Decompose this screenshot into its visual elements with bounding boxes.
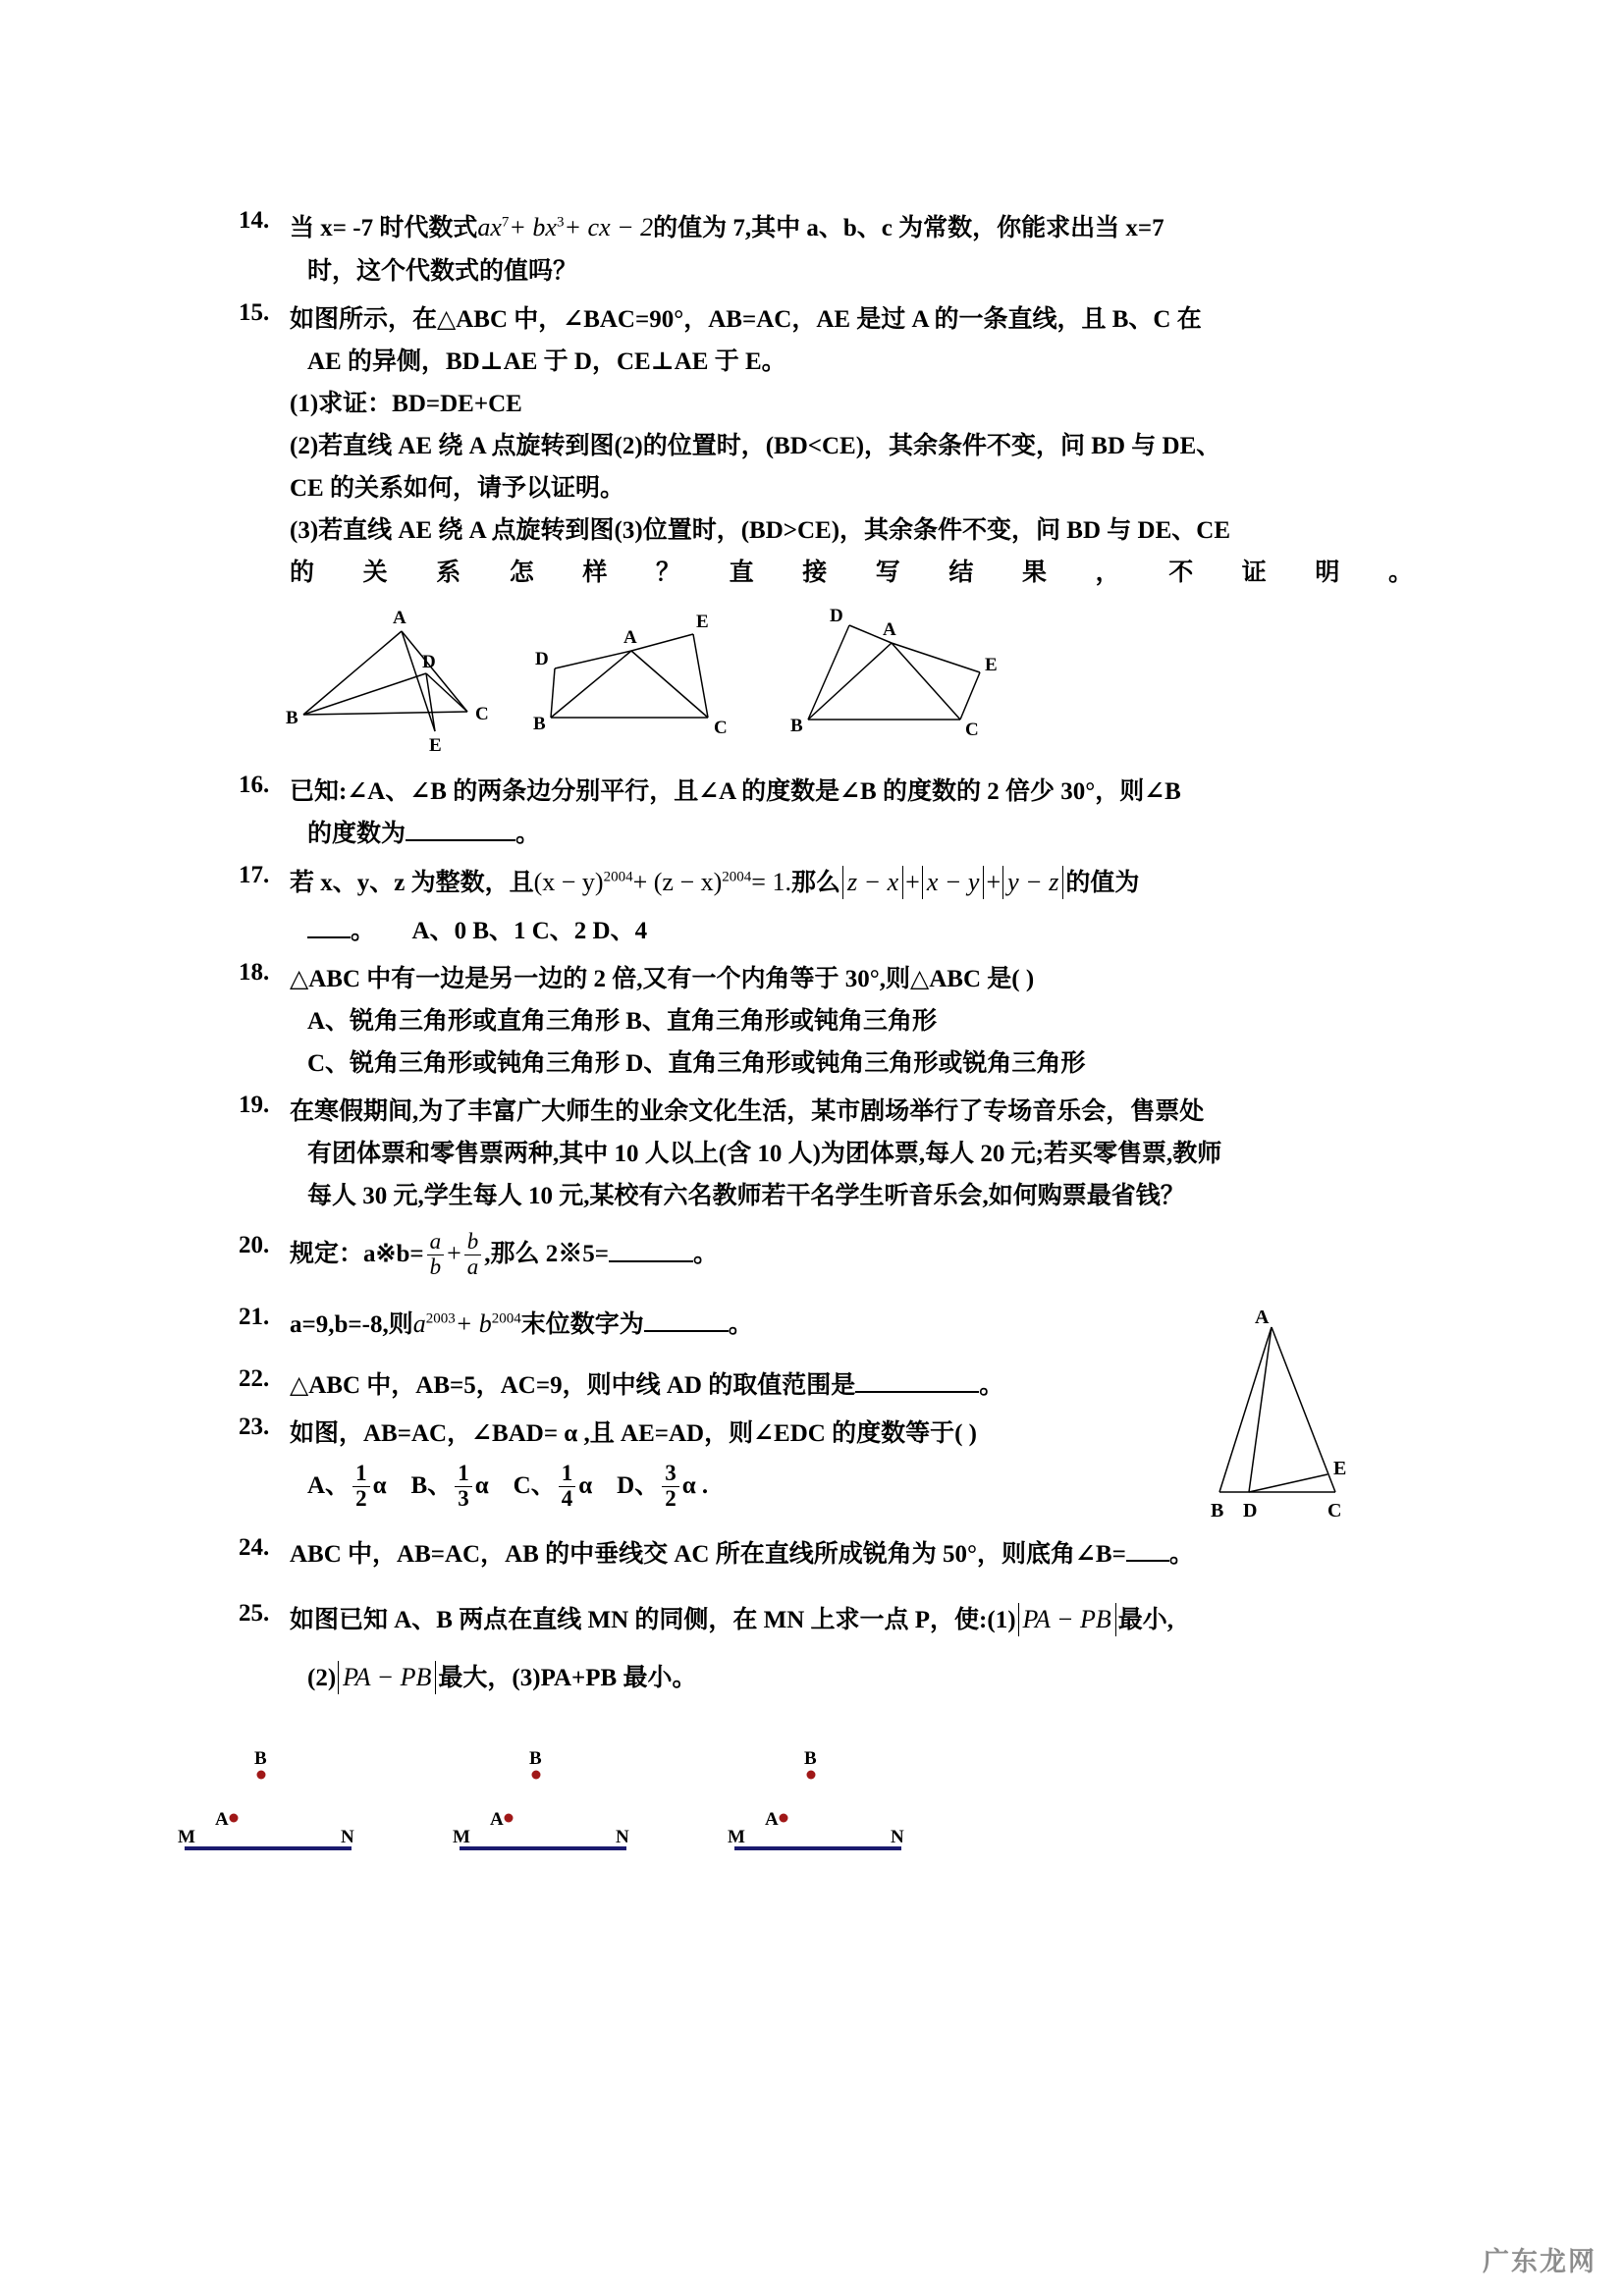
q20-frac1-den: b xyxy=(427,1255,445,1280)
figure-group-q25 xyxy=(178,1742,1417,1880)
fig25-3-label-B: B xyxy=(804,1748,817,1770)
question-number: 15. xyxy=(239,298,270,326)
question-14-line-2: 时，这个代数式的值吗？ xyxy=(307,257,578,285)
q17-post: 的值为 xyxy=(1065,869,1140,896)
question-15-line-7: 的关系怎样？直接写结果，不证明。 xyxy=(290,559,1413,586)
question-18-option-row-2: C、锐角三角形或钝角三角形 D、直角三角形或钝角三角形或锐角三角形 xyxy=(307,1050,1086,1078)
question-number: 21. xyxy=(239,1304,270,1331)
q17-plus-1: + xyxy=(905,867,920,896)
q16-suffix: 。 xyxy=(515,820,541,847)
question-15 xyxy=(239,298,1417,594)
answer-blank[interactable] xyxy=(609,1260,693,1262)
q14-pre: 当 x= xyxy=(290,215,347,241)
worksheet-content xyxy=(178,206,1417,1880)
q23-optA-den: 2 xyxy=(352,1486,370,1512)
q17-abs-3: y − z xyxy=(1002,866,1063,899)
q20-frac1-num: a xyxy=(429,1229,442,1255)
fig15-1-label-A: A xyxy=(393,607,406,628)
question-number: 23. xyxy=(239,1413,270,1440)
q25-pre: 如图已知 A、B 两点在直线 MN 的同侧，在 MN 上求一点 P，使:(1) xyxy=(290,1607,1016,1634)
fig15-3-label-C: C xyxy=(965,719,979,740)
fig25-3-point-A xyxy=(780,1814,788,1823)
fig25-2-label-M: M xyxy=(453,1827,470,1848)
fig25-1-label-A: A xyxy=(215,1809,229,1831)
question-20-line-1 xyxy=(290,1231,1417,1281)
q23-option-C-fraction xyxy=(559,1462,576,1512)
question-16-line-1: 已知:∠A、∠B 的两条边分别平行，且∠A 的度数是∠B 的度数的 2 倍少 30°，则∠B xyxy=(290,777,1181,805)
answer-blank[interactable] xyxy=(1126,1560,1169,1562)
question-text xyxy=(290,861,1417,953)
fig23-label-D: D xyxy=(1243,1500,1258,1522)
answer-blank[interactable] xyxy=(644,1330,729,1332)
question-19 xyxy=(239,1091,1417,1217)
q23-option-B-fraction xyxy=(455,1462,472,1512)
question-number: 25. xyxy=(239,1600,270,1628)
q25-abs-1: PA − PB xyxy=(1018,1603,1116,1636)
q20-frac2-den: a xyxy=(464,1255,482,1280)
question-16-line-2 xyxy=(290,813,1417,855)
question-18-option-row-1: A、锐角三角形或直角三角形 B、直角三角形或钝角三角形 xyxy=(307,1008,937,1036)
q23-option-A-var: α xyxy=(372,1471,387,1499)
q20-mid: ,那么 2※5= xyxy=(484,1241,610,1268)
question-text xyxy=(290,206,1417,293)
fig25-2-label-A: A xyxy=(490,1809,504,1831)
fig25-2 xyxy=(450,1742,685,1870)
q23-optC-den: 4 xyxy=(559,1486,576,1512)
question-14-line-1 xyxy=(290,206,1417,250)
question-25-line-1 xyxy=(290,1599,1417,1641)
fig25-3-label-A: A xyxy=(765,1809,779,1831)
q17-math-3: = 1. xyxy=(751,867,791,896)
question-16 xyxy=(239,771,1417,855)
q23-option-D-label: D、 xyxy=(617,1471,660,1499)
fig15-3-label-B: B xyxy=(790,715,803,736)
q20-frac2-num: b xyxy=(466,1229,479,1255)
question-text xyxy=(290,958,1417,1085)
question-text xyxy=(290,1231,1417,1281)
q17-exp-2: 2004 xyxy=(722,869,752,885)
question-17 xyxy=(239,861,1417,953)
question-text xyxy=(290,1599,1417,1699)
fig15-3-label-E: E xyxy=(985,654,998,675)
fig25-3-label-M: M xyxy=(728,1827,745,1848)
fig15-2-label-C: C xyxy=(714,717,728,738)
q17-abs-1: z − x xyxy=(842,866,903,899)
q24-post: 。 xyxy=(1168,1541,1194,1569)
q23-option-B-var: α xyxy=(474,1471,489,1499)
fig15-2-label-A: A xyxy=(623,626,637,648)
q20-pre: 规定：a※b= xyxy=(290,1241,424,1268)
question-15-line-1: 如图所示，在△ABC 中，∠BAC=90°，AB=AC，AE 是过 A 的一条直线，且 B、C 在 xyxy=(290,305,1202,333)
question-23-line-1: 如图，AB=AC，∠BAD= α ,且 AE=AD，则∠EDC 的度数等于( ) xyxy=(290,1419,977,1447)
q20-fraction-1 xyxy=(427,1230,445,1280)
fig15-1-label-E: E xyxy=(429,734,442,756)
q21-pre: a=9,b=-8,则 xyxy=(290,1311,413,1339)
q25-l2-post: 最大，(3)PA+PB 最小。 xyxy=(438,1665,697,1692)
question-15-line-4: (2)若直线 AE 绕 A 点旋转到图(2)的位置时，(BD<CE)，其余条件不变，问 BD 与 DE、 xyxy=(290,432,1221,459)
answer-blank[interactable] xyxy=(406,839,515,841)
fig15-2-label-B: B xyxy=(533,713,546,734)
fig23-label-A: A xyxy=(1255,1307,1270,1328)
question-number: 20. xyxy=(239,1232,270,1259)
q25-post: 最小, xyxy=(1117,1607,1174,1634)
question-19-line-3: 每人 30 元,学生每人 10 元,某校有六名教师若干名学生听音乐会,如何购票最省钱？ xyxy=(307,1183,1185,1210)
question-15-line-3: (1)求证：BD=DE+CE xyxy=(290,390,522,417)
q20-plus: + xyxy=(447,1239,461,1268)
q23-option-D-var: α . xyxy=(681,1471,709,1499)
question-14 xyxy=(239,206,1417,293)
q17-math-1: (x − y) xyxy=(533,867,604,896)
q23-optD-den: 2 xyxy=(662,1486,679,1512)
q17-plus-2: + xyxy=(986,867,1001,896)
question-number: 22. xyxy=(239,1364,270,1392)
q23-optA-num: 1 xyxy=(355,1460,367,1485)
q20-fraction-2 xyxy=(464,1230,482,1280)
question-15-line-6: (3)若直线 AE 绕 A 点旋转到图(3)位置时，(BD>CE)，其余条件不变，问 BD 与 DE、CE xyxy=(290,516,1230,544)
q25-abs-2: PA − PB xyxy=(338,1661,436,1694)
question-number: 17. xyxy=(239,861,270,888)
question-text xyxy=(290,298,1417,594)
fig15-1-label-D: D xyxy=(422,651,436,672)
fig15-3-label-D: D xyxy=(830,605,843,626)
answer-blank[interactable] xyxy=(855,1391,979,1393)
q22-pre: △ABC 中，AB=5，AC=9，则中线 AD 的取值范围是 xyxy=(290,1371,856,1399)
fig23-label-B: B xyxy=(1211,1500,1224,1522)
question-17-line-2 xyxy=(290,904,1417,952)
q17-mid: 那么 xyxy=(790,869,840,896)
question-text xyxy=(290,1091,1417,1217)
q23-option-D-fraction xyxy=(662,1462,679,1512)
fig25-3 xyxy=(725,1742,960,1870)
q14-value: -7 xyxy=(352,215,374,241)
fig23 xyxy=(1178,1306,1424,1541)
q16-prefix: 的度数为 xyxy=(307,820,406,847)
q17-exp-1: 2004 xyxy=(603,869,633,885)
q17-pre: 若 x、y、z 为整数，且 xyxy=(290,869,534,896)
q21-math-1: a xyxy=(412,1309,426,1339)
question-20 xyxy=(239,1231,1417,1281)
q21-exp-1: 2003 xyxy=(425,1310,456,1327)
fig15-3 xyxy=(788,602,1024,769)
question-text xyxy=(290,771,1417,855)
q23-option-C-label: C、 xyxy=(513,1471,556,1499)
question-18-line-1: △ABC 中有一边是另一边的 2 倍,又有一个内角等于 30°,则△ABC 是( ) xyxy=(290,966,1035,993)
q17-options: A、0 B、1 C、2 D、4 xyxy=(411,918,648,945)
watermark: 广东龙网 xyxy=(1483,2247,1597,2277)
q14-exp-a: 7 xyxy=(501,214,510,231)
q14-mid: 时代数式 xyxy=(379,215,478,241)
q20-post: 。 xyxy=(693,1241,719,1268)
question-19-line-1: 在寒假期间,为了丰富广大师生的业余文化生活，某市剧场举行了专场音乐会，售票处 xyxy=(290,1098,1205,1126)
q23-option-C-var: α xyxy=(578,1471,593,1499)
q21-post: 。 xyxy=(728,1311,753,1339)
fig25-2-point-B xyxy=(532,1771,541,1780)
fig15-1-label-C: C xyxy=(475,703,489,724)
fig25-3-point-B xyxy=(807,1771,816,1780)
q24-pre: ABC 中，AB=AC，AB 的中垂线交 AC 所在直线所成锐角为 50°，则底角∠B= xyxy=(290,1541,1126,1569)
question-number: 14. xyxy=(239,207,270,234)
fig25-3-label-N: N xyxy=(891,1827,904,1848)
fig25-2-point-A xyxy=(505,1814,514,1823)
fig25-1-point-A xyxy=(230,1814,239,1823)
question-number: 19. xyxy=(239,1092,270,1119)
question-number: 16. xyxy=(239,771,270,798)
fig25-1-label-M: M xyxy=(178,1827,195,1848)
q22-post: 。 xyxy=(979,1371,1004,1399)
q23-optC-num: 1 xyxy=(561,1460,573,1485)
fig23-label-E: E xyxy=(1333,1458,1347,1479)
q25-l2-pre: (2) xyxy=(307,1665,337,1692)
fig15-1-label-B: B xyxy=(286,707,298,728)
q17-period: 。 xyxy=(351,918,376,945)
fig23-label-C: C xyxy=(1327,1500,1342,1522)
question-18 xyxy=(239,958,1417,1085)
question-15-line-2: AE 的异侧，BD⊥AE 于 D，CE⊥AE 于 E。 xyxy=(307,347,786,375)
q17-abs-2: x − y xyxy=(922,866,985,899)
question-number: 18. xyxy=(239,959,270,987)
q23-option-B-label: B、 xyxy=(410,1471,453,1499)
q14-math-a: ax xyxy=(477,213,502,241)
fig15-3-label-A: A xyxy=(883,618,896,640)
fig25-2-label-N: N xyxy=(616,1827,629,1848)
q14-exp-b: 3 xyxy=(556,214,565,231)
fig15-2-label-E: E xyxy=(696,611,709,632)
fig25-2-label-B: B xyxy=(529,1748,542,1770)
q23-optD-num: 3 xyxy=(665,1460,677,1485)
question-25 xyxy=(239,1599,1417,1699)
question-19-line-2: 有团体票和零售票两种,其中 10 人以上(含 10 人)为团体票,每人 20 元;若买零售票,教师 xyxy=(307,1141,1222,1168)
question-15-line-5: CE 的关系如何，请予以证明。 xyxy=(290,474,624,502)
question-number: 24. xyxy=(239,1534,270,1562)
q21-exp-2: 2004 xyxy=(491,1310,521,1327)
q21-mid: 末位数字为 xyxy=(520,1311,644,1339)
q14-math-b: + bx xyxy=(509,213,557,241)
q17-math-2: + (z − x) xyxy=(632,867,723,896)
q23-optB-num: 1 xyxy=(458,1460,469,1485)
q23-optB-den: 3 xyxy=(455,1486,472,1512)
question-17-line-1 xyxy=(290,861,1417,905)
fig15-2-label-D: D xyxy=(535,648,549,669)
answer-blank[interactable] xyxy=(307,936,351,938)
question-25-line-2 xyxy=(290,1657,1417,1699)
q23-option-A-label: A、 xyxy=(307,1471,351,1499)
fig25-1 xyxy=(175,1742,410,1870)
fig15-1 xyxy=(286,602,512,769)
figure-group-q15 xyxy=(239,602,1417,771)
q14-math-c: + cx − 2 xyxy=(564,213,654,241)
fig15-2 xyxy=(533,602,769,769)
q14-post: 的值为 7,其中 a、b、c 为常数，你能求出当 x=7 xyxy=(653,215,1164,241)
q21-math-2: + b xyxy=(455,1309,492,1339)
fig25-1-point-B xyxy=(257,1771,266,1780)
q23-option-A-fraction xyxy=(352,1462,370,1512)
fig25-1-label-B: B xyxy=(254,1748,267,1770)
fig25-1-label-N: N xyxy=(341,1827,354,1848)
